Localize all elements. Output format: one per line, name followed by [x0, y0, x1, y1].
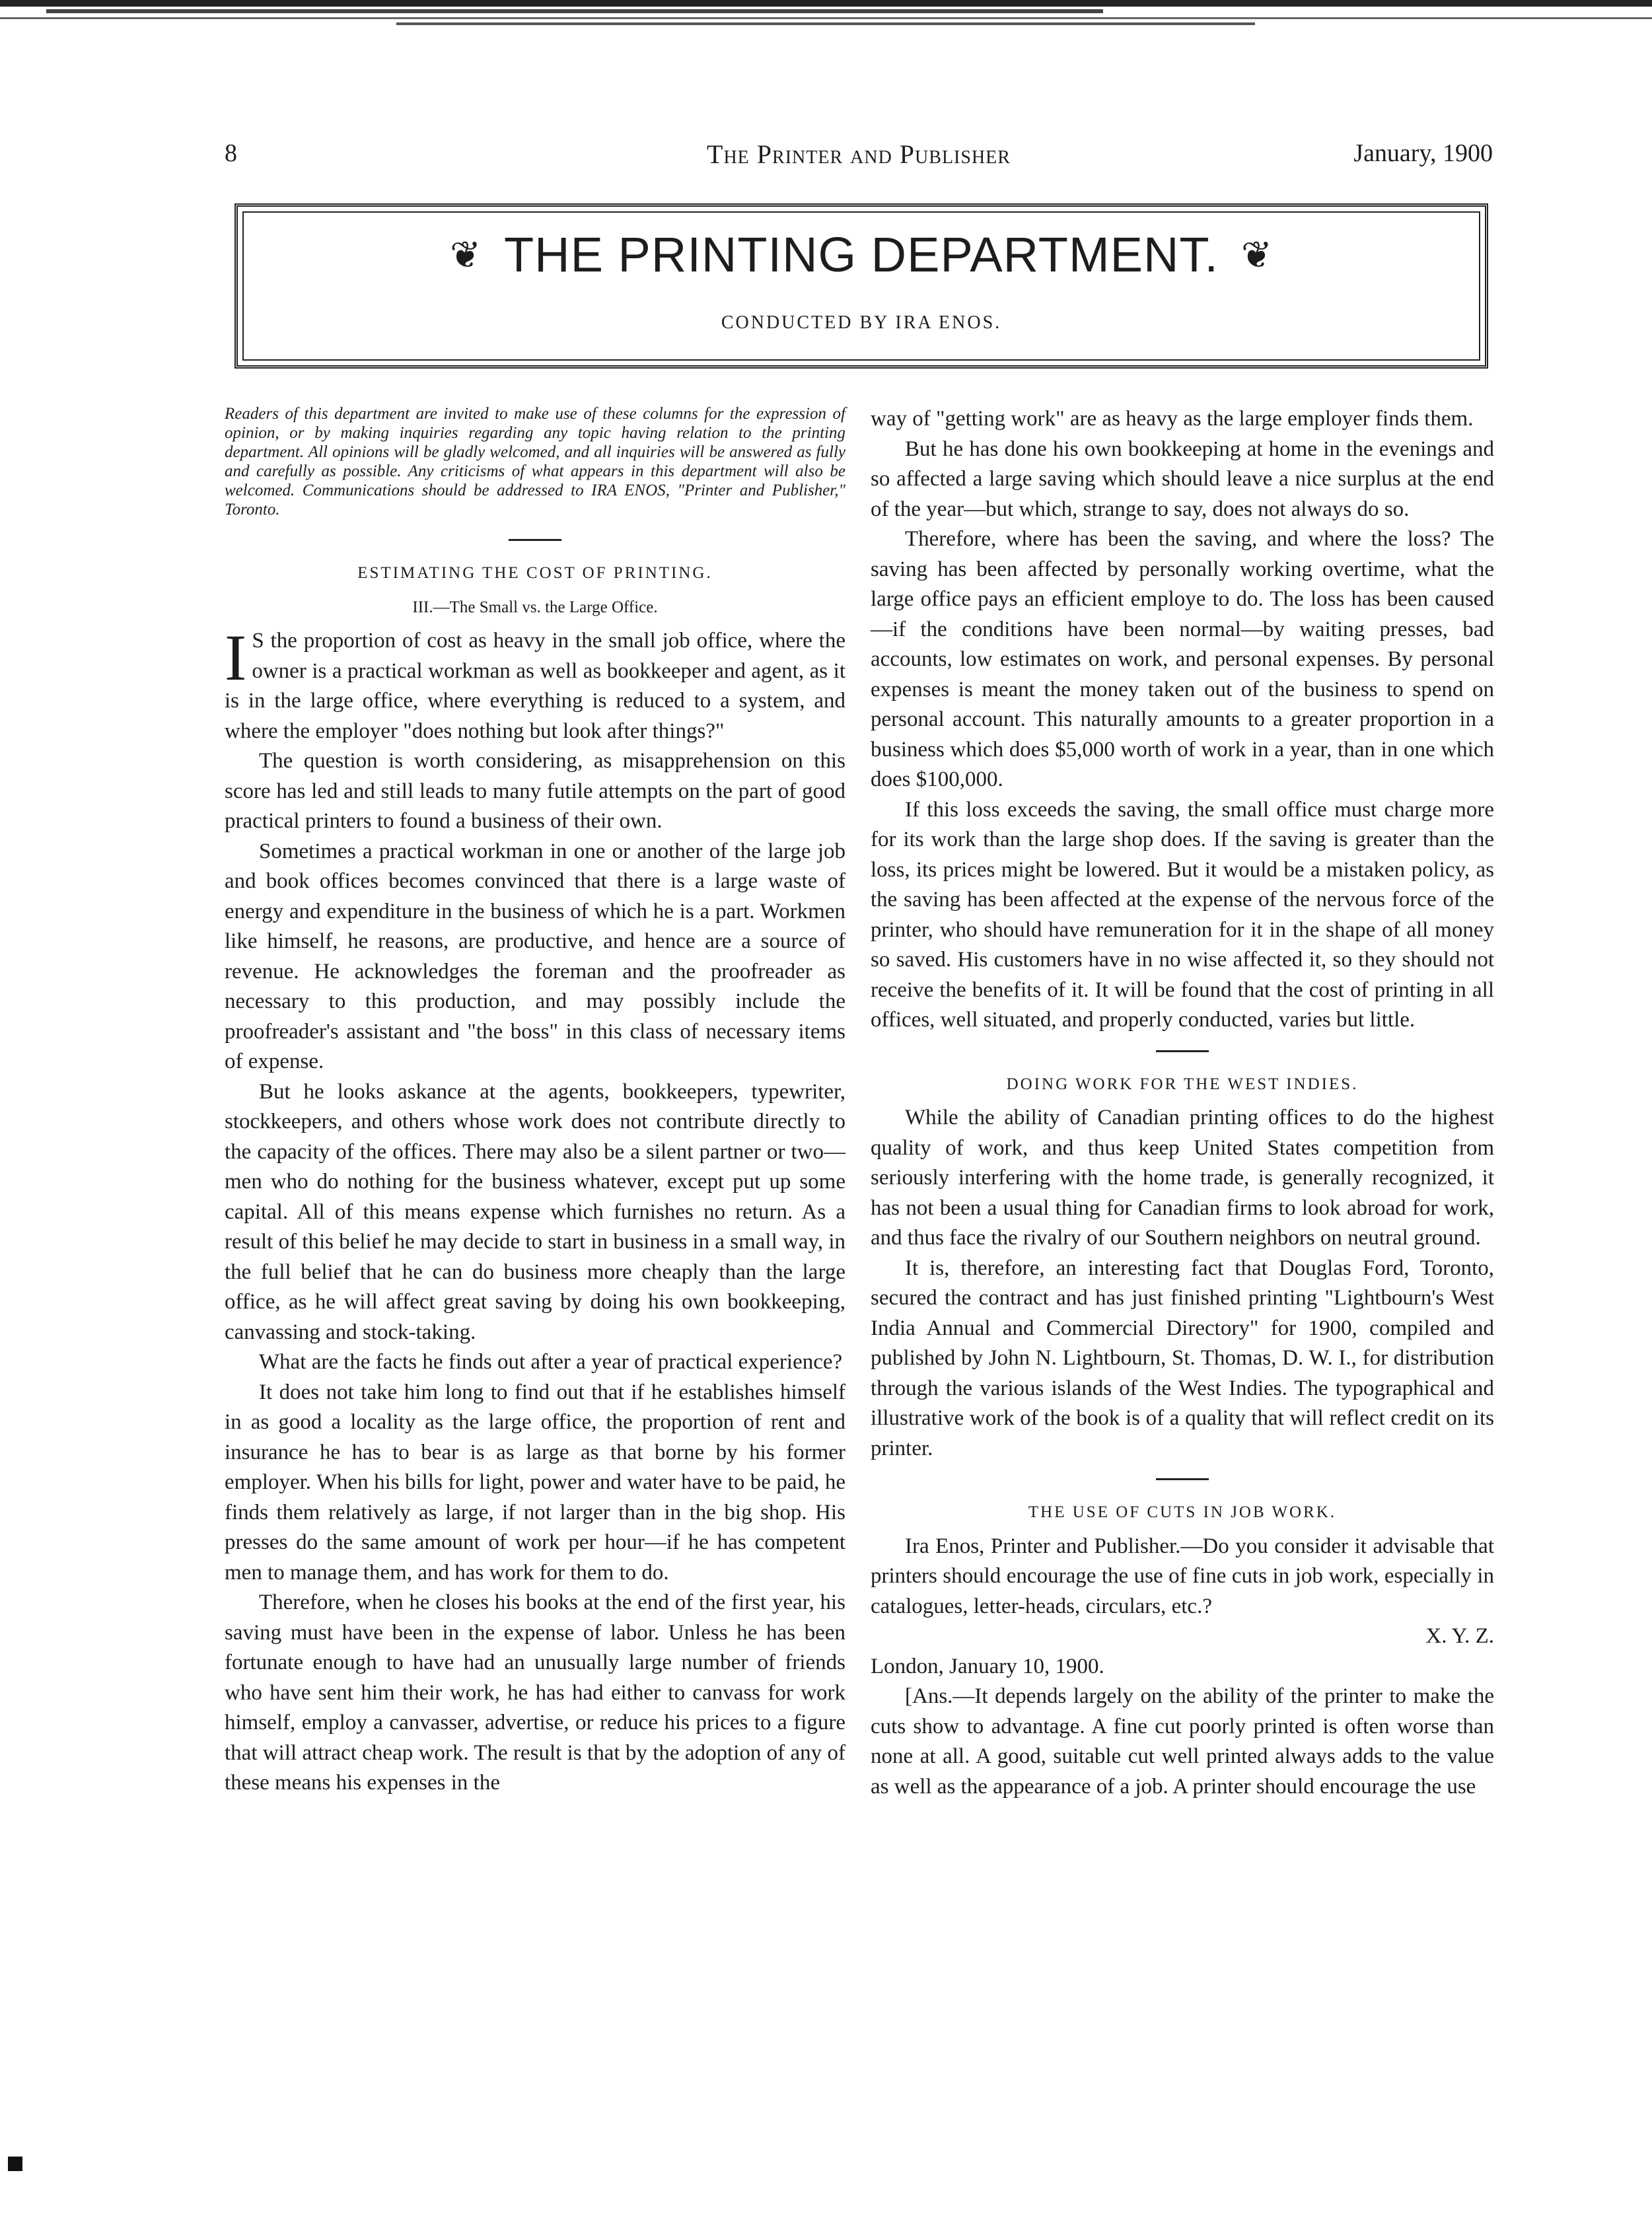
issue-date: January, 1900: [1353, 139, 1493, 167]
section-rule: [1156, 1050, 1209, 1052]
section-heading: DOING WORK FOR THE WEST INDIES.: [1006, 1075, 1359, 1093]
right-column: [871, 404, 1494, 1802]
section-rule: [509, 539, 561, 541]
paragraph: way of "getting work" are as heavy as the large employer finds them.: [871, 407, 1474, 431]
letter-signature-row: [871, 1622, 1494, 1652]
department-title-text: THE PRINTING DEPARTMENT.: [503, 227, 1219, 282]
paragraph: Sometimes a practical workman in one or another of the large job and book offices becomes convinced that there is a large waste of energy and expenditure in the business of which he is a part. Workmen like himself, he reasons, are productive, and hence are a source of revenue. He acknowledges the foreman and the proofreader as necessary to this production, and may possibly include the proofreader's assistant and "the boss" in this class of necessary items of expense.: [225, 839, 845, 1073]
drop-cap: I: [225, 621, 247, 694]
letter-dateline: London, January 10, 1900.: [871, 1654, 1104, 1678]
left-column: [225, 404, 845, 1799]
paragraph: If this loss exceeds the saving, the small office must charge more for its work than the large shop does. If the saving is greater than the loss, its prices might be lowered. But it would be a mistaken policy, as the saving has been affected at the expense of the nervous force of the printer, who should have remuneration for it in the shape of all money so saved. His customers have in no wise affected it, so they should not receive the benefits of it. It will be found that the cost of printing in all offices, well situated, and properly conducted, varies but little.: [871, 797, 1494, 1032]
leaf-ornament-icon: ❦: [1241, 234, 1273, 277]
paragraph: It is, therefore, an interesting fact that Douglas Ford, Toronto, secured the contract and has just finished printing "Lightbourn's West India Annual and Commercial Directory" for 1900, compiled and published by John N. Lightbourn, St. Thomas, D. W. I., for distribution through the various islands of the West Indies. The typographical and illustrative work of the book is of a quality that will reflect credit on its printer.: [871, 1256, 1494, 1460]
paragraph: What are the facts he finds out after a year of practical experience?: [259, 1350, 843, 1374]
article-subheading: III.—The Small vs. the Large Office.: [412, 598, 658, 616]
department-byline: CONDUCTED BY IRA ENOS.: [721, 312, 1002, 333]
scan-registration-mark: [8, 2157, 22, 2171]
paragraph: But he looks askance at the agents, bookkeepers, typewriter, stockkeepers, and others whose work does not contribute directly to the capacity of the offices. There may also be a silent partner or two—men who do nothing for the business whatever, except put up some capital. All of this means expense which furnishes no return. As a result of this belief he may decide to start in business in a small way, in the full belief that he can do business more cheaply than the large office, as he will affect great saving by doing his own bookkeeping, canvassing and stock-taking.: [225, 1079, 845, 1344]
section-rule: [1156, 1478, 1209, 1480]
paragraph: Therefore, when he closes his books at the end of the first year, his saving must have been in the expense of labor. Unless he has been fortunate enough to have had an unusually large number of friends who have sent him their work, he has had either to canvass for work himself, employ a canvasser, advertise, or reduce his prices to a figure that will attract cheap work. The result is that by the adoption of any of these means his expenses in the: [225, 1591, 845, 1795]
letter-signature: X. Y. Z.: [1425, 1624, 1494, 1648]
paragraph: Ira Enos, Printer and Publisher.—Do you consider it advisable that printers should encourage the use of fine cuts in job work, especially in catalogues, letter-heads, circulars, etc.?: [871, 1534, 1494, 1618]
section-heading: THE USE OF CUTS IN JOB WORK.: [1028, 1503, 1337, 1521]
leaf-ornament-icon: ❦: [450, 234, 482, 277]
department-title: [238, 227, 1485, 283]
publication-title: The Printer and Publisher: [707, 139, 1011, 169]
page-number: 8: [225, 139, 237, 167]
paragraph: [225, 621, 845, 746]
scan-edge-artifact: [0, 0, 1652, 40]
running-header: [225, 139, 1493, 178]
paragraph: The question is worth considering, as misapprehension on this score has led and still leads to many futile attempts on the part of good practical printers to found a business of their own.: [225, 749, 845, 833]
paragraph: It does not take him long to find out that if he establishes himself in as good a locality as the large office, the proportion of rent and insurance he has to bear is as large as that borne by his former employer. When his bills for light, power and water have to be paid, he finds them relatively as large, if not larger than in the big shop. His presses do the same amount of work per hour—if he has competent men to manage them, and has work for them to do.: [225, 1380, 845, 1585]
editorial-note: Readers of this department are invited to make use of these columns for the expression of opinion, or by making inquiries regarding any topic having relation to the printing department. All opinions will be gladly welcomed, and all inquiries will be answered as fully and carefully as possible. Any criticisms of what appears in this department will also be welcomed. Communications should be addressed to IRA ENOS, "Printer and Publisher," Toronto.: [225, 405, 845, 518]
paragraph-text: S the proportion of cost as heavy in the small job office, where the owner is a practical workman as well as bookkeeper and agent, as it is in the large office, where everything is reduced to a system, and where the employer "does nothing but look after things?": [225, 629, 845, 743]
article-heading: ESTIMATING THE COST OF PRINTING.: [357, 564, 713, 582]
paragraph: But he has done his own bookkeeping at home in the evenings and so affected a large saving which should leave a nice surplus at the end of the year—but which, strange to say, does not always do so.: [871, 437, 1494, 521]
paragraph: Therefore, where has been the saving, and where the loss? The saving has been affected by personally working overtime, what the large office pays an efficient employe to do. The loss has been caused—if the conditions have been normal—by waiting presses, bad accounts, low estimates on work, and personal expenses. By personal expenses is meant the money taken out of the business to spend on personal account. This naturally amounts to a greater proportion in a business which does $5,000 worth of work in a year, than in one which does $100,000.: [871, 527, 1494, 791]
paragraph: While the ability of Canadian printing offices to do the highest quality of work, and thus keep United States competition from seriously interfering with the home trade, is generally recognized, it has not been a usual thing for Canadian firms to look abroad for work, and thus face the rivalry of our Southern neighbors on neutral ground.: [871, 1106, 1494, 1250]
paragraph: [Ans.—It depends largely on the ability of the printer to make the cuts show to advantage. A fine cut poorly printed is often worse than none at all. A good, suitable cut well printed always adds to the value as well as the appearance of a job. A printer should encourage the use: [871, 1684, 1494, 1799]
department-banner: [234, 203, 1488, 369]
